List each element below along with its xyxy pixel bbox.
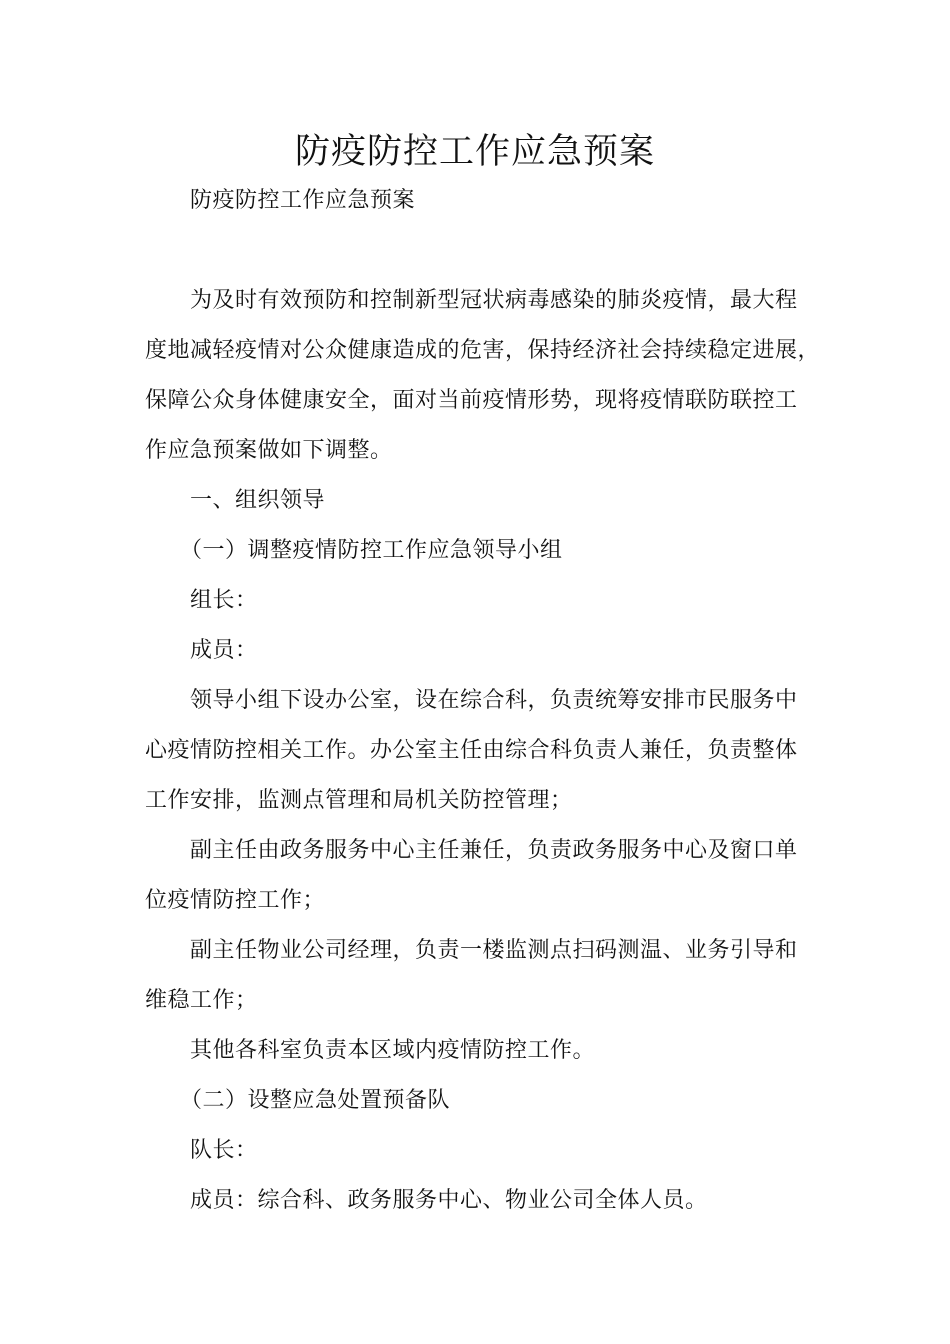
subsection-heading-leadership-group: （一）调整疫情防控工作应急领导小组: [180, 538, 563, 563]
document-title: 防疫防控工作应急预案: [294, 132, 655, 172]
deputy-director-1-line-1: 副主任由政务服务中心主任兼任，负责政务服务中心及窗口单: [190, 838, 798, 863]
deputy-director-2-line-1: 副主任物业公司经理，负责一楼监测点扫码测温、业务引导和: [190, 938, 798, 963]
intro-line-1: 为及时有效预防和控制新型冠状病毒感染的肺炎疫情，最大程: [190, 288, 798, 313]
office-line-2: 心疫情防控相关工作。办公室主任由综合科负责人兼任，负责整体: [145, 738, 798, 763]
office-line-3: 工作安排，监测点管理和局机关防控管理；: [145, 788, 573, 813]
intro-line-2: 度地减轻疫情对公众健康造成的危害，保持经济社会持续稳定进展，: [145, 338, 821, 363]
office-line-1: 领导小组下设办公室，设在综合科，负责统筹安排市民服务中: [190, 688, 798, 713]
other-departments-line: 其他各科室负责本区域内疫情防控工作。: [190, 1038, 596, 1063]
document-subtitle: 防疫防控工作应急预案: [190, 188, 416, 213]
deputy-director-1-line-2: 位疫情防控工作；: [145, 888, 326, 913]
captain-label: 队长：: [190, 1138, 258, 1163]
leader-label: 组长：: [190, 588, 258, 613]
deputy-director-2-line-2: 维稳工作；: [145, 988, 258, 1013]
team-members-line: 成员：综合科、政务服务中心、物业公司全体人员。: [190, 1188, 708, 1213]
intro-line-3: 保障公众身体健康安全，面对当前疫情形势，现将疫情联防联控工: [145, 388, 798, 413]
section-heading-organization: 一、组织领导: [190, 488, 326, 513]
members-label: 成员：: [190, 638, 258, 663]
intro-line-4: 作应急预案做如下调整。: [145, 438, 393, 463]
subsection-heading-reserve-team: （二）设整应急处置预备队: [180, 1088, 451, 1113]
